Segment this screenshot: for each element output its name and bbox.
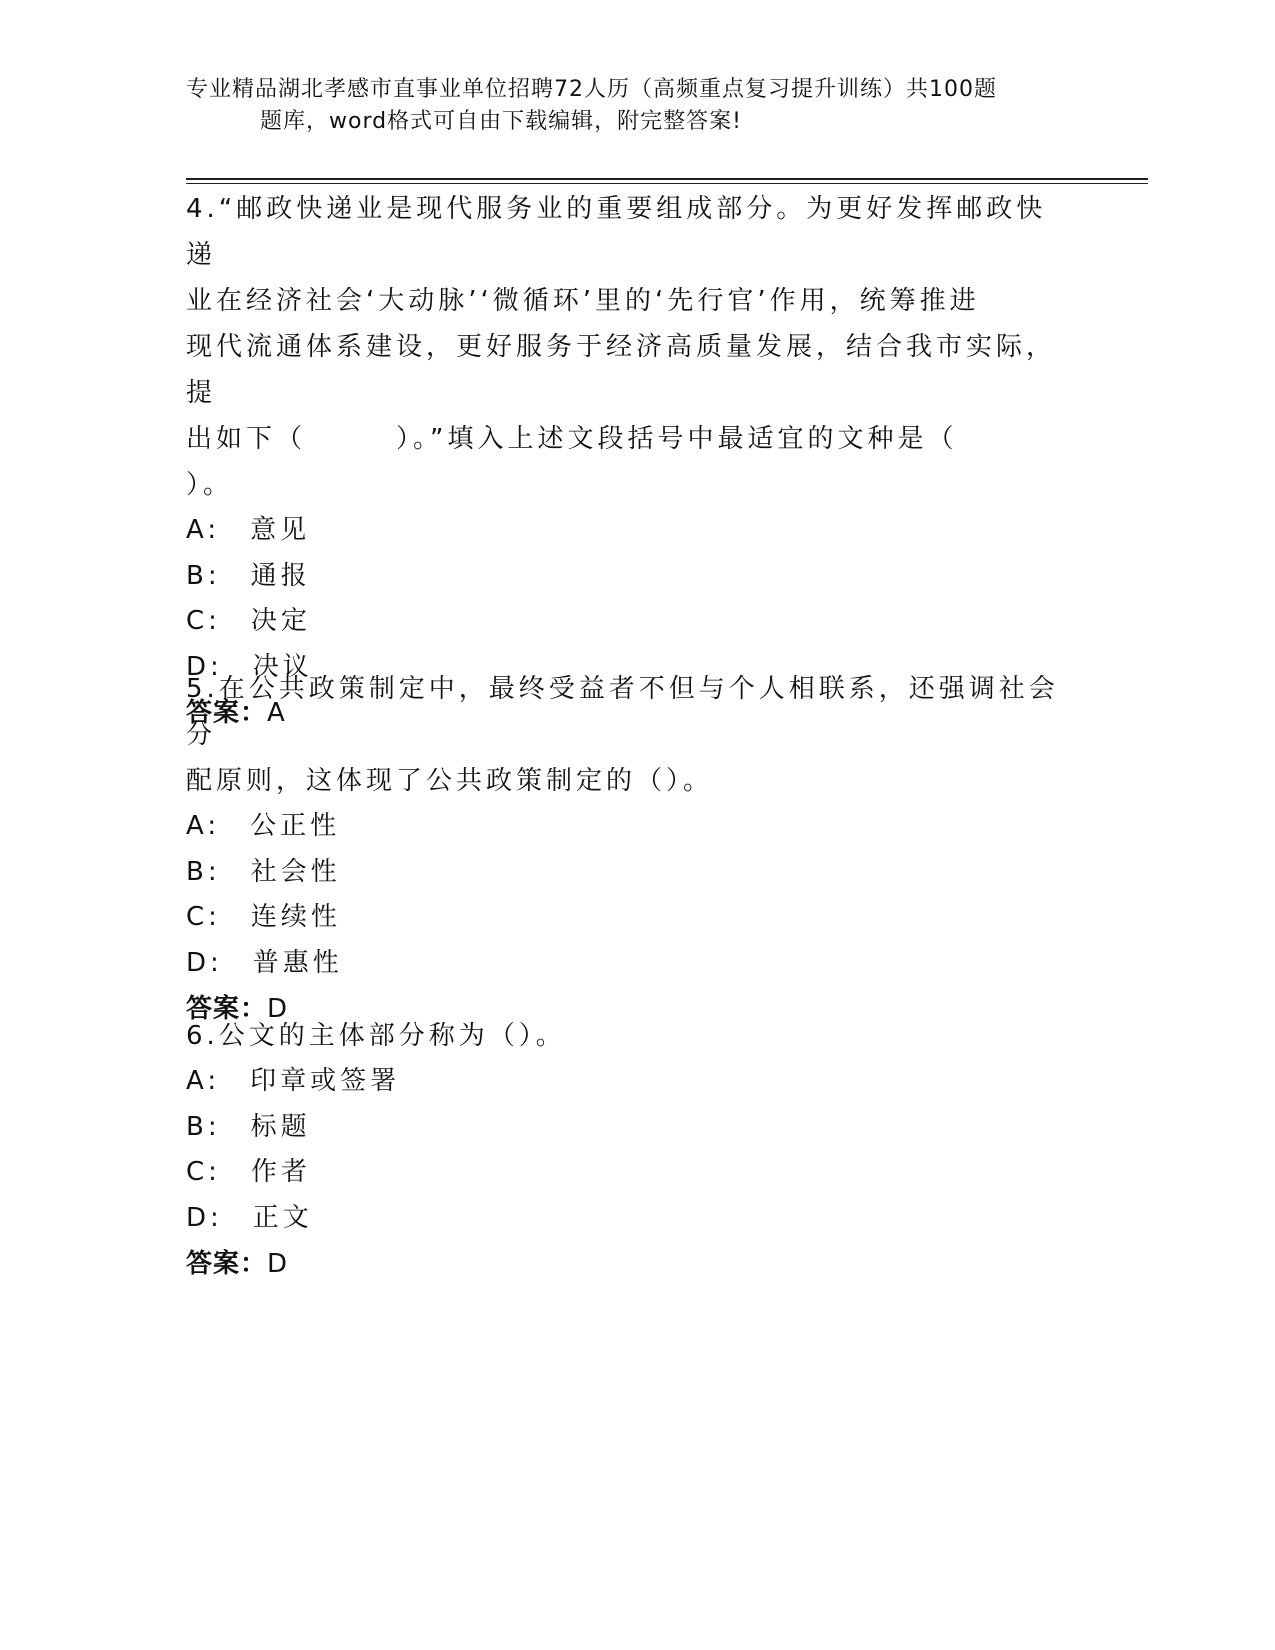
- question-4-line-5: ）。: [186, 470, 234, 500]
- header-title-line2: 题库，word格式可自由下载编辑，附完整答案!: [260, 109, 742, 134]
- question-4-line-1: 4.“邮政快递业是现代服务业的重要组成部分。为更好发挥邮政快递: [186, 194, 1047, 270]
- question-4-line-3: 现代流通体系建设，更好服务于经济高质量发展，结合我市实际，提: [186, 332, 1057, 408]
- answer-value: D: [267, 994, 289, 1024]
- question-6-option-a: A: 印章或签署: [186, 1066, 401, 1096]
- question-6-option-b: B: 标题: [186, 1111, 311, 1142]
- header-divider-thick: [186, 178, 1148, 180]
- question-4-option-a: A: 意见: [186, 515, 311, 545]
- answer-value: D: [267, 1249, 289, 1279]
- question-5-option-c: C: 连续性: [186, 902, 341, 932]
- answer-value: A: [267, 698, 286, 728]
- question-6: [186, 1013, 1066, 1287]
- header-title-line1: 专业精品湖北孝感市直事业单位招聘72人历（高频重点复习提升训练）共100题: [186, 77, 997, 102]
- question-6-answer: [186, 1241, 1066, 1287]
- question-6-option-d: D: 正文: [186, 1202, 313, 1233]
- question-5-option-a: A: 公正性: [186, 811, 341, 841]
- question-5-line-2: 配原则，这体现了公共政策制定的（）。: [186, 766, 714, 796]
- header-divider-thin: [186, 183, 1148, 184]
- question-5-option-d: D: 普惠性: [186, 947, 343, 978]
- question-5-line-1: 5.在公共政策制定中，最终受益者不但与个人相联系，还强调社会分: [186, 674, 1059, 750]
- question-6-line-1: 6.公文的主体部分称为（）。: [186, 1021, 566, 1051]
- question-4: [186, 186, 1066, 736]
- question-4-line-4: 出如下（ ）。”填入上述文段括号中最适宜的文种是（: [186, 424, 958, 454]
- answer-label: 答案：: [186, 1249, 268, 1279]
- question-6-option-c: C: 作者: [186, 1157, 311, 1187]
- question-5-option-b: B: 社会性: [186, 856, 341, 887]
- question-4-option-d: D: 决议: [186, 651, 313, 682]
- question-4-option-b: B: 通报: [186, 560, 311, 591]
- question-4-option-c: C: 决定: [186, 606, 311, 636]
- answer-label: 答案：: [186, 994, 268, 1024]
- question-4-line-2: 业在经济社会‘大动脉’‘微循环’里的‘先行官’作用，统筹推进: [186, 286, 980, 316]
- answer-label: 答案：: [186, 698, 268, 728]
- question-5: [186, 666, 1066, 1032]
- document-header: [186, 74, 1066, 138]
